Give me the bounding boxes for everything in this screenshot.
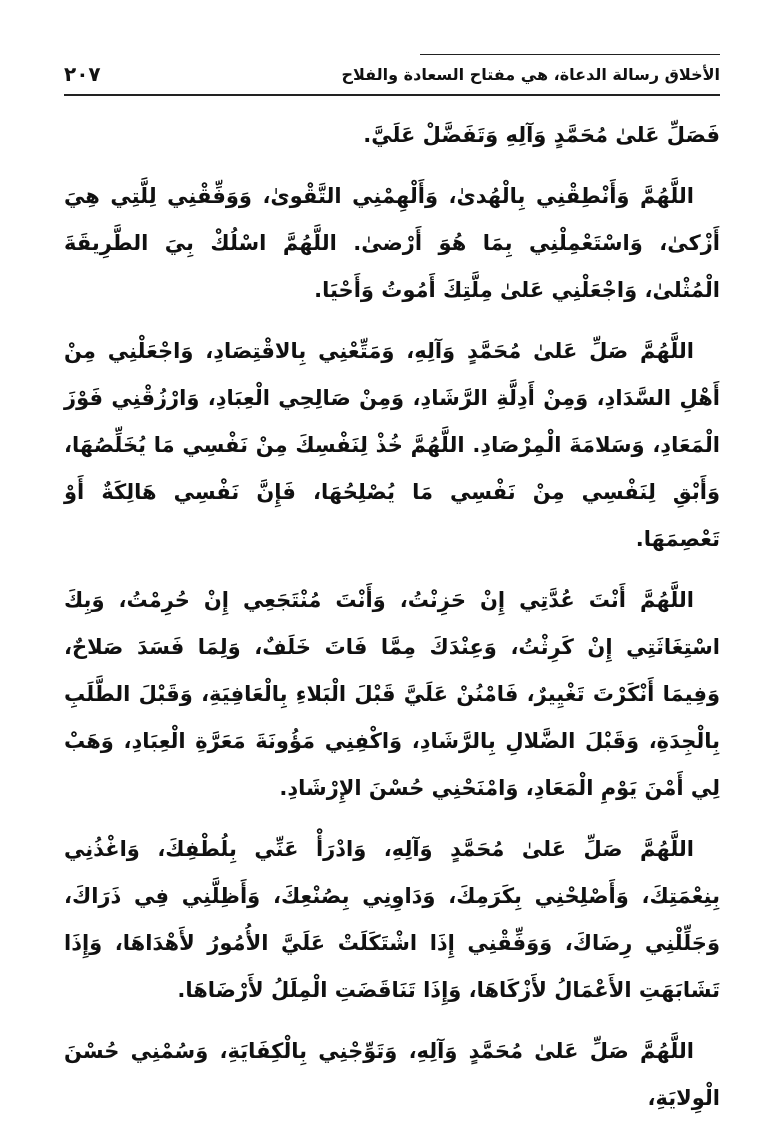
body-text	[64, 112, 720, 1136]
page-header	[64, 60, 720, 88]
paragraph-4: اللَّهُمَّ أَنْتَ عُدَّتِي إِنْ حَزِنْتُ، وَأَنْتَ مُنْتَجَعِي إِنْ حُرِمْتُ، وَبِكَ اسْتِغَاثَتِي إِنْ كَرِثْتُ، وَعِنْدَكَ مِمَّا فَاتَ خَلَفٌ، وَلِمَا فَسَدَ صَلاحٌ، وَفِيمَا أَنْكَرْتَ تَغْيِيرٌ، فَامْنُنْ عَلَيَّ قَبْلَ الْبَلاءِ بِالْعَافِيَةِ، وَقَبْلَ الطَّلَبِ بِالْجِدَةِ، وَقَبْلَ الضَّلالِ بِالرَّشَادِ، وَاكْفِنِي مَؤُونَةَ مَعَرَّةِ الْعِبَادِ، وَهَبْ لِي أَمْنَ يَوْمِ الْمَعَادِ، وَامْنَحْنِي حُسْنَ الإِرْشَادِ.	[64, 588, 720, 800]
paragraph-3: اللَّهُمَّ صَلِّ عَلىٰ مُحَمَّدٍ وَآلِهِ، وَمَتِّعْنِي بِالاقْتِصَادِ، وَاجْعَلْنِي مِنْ أَهْلِ السَّدَادِ، وَمِنْ أَدِلَّةِ الرَّشَادِ، وَمِنْ صَالِحِي الْعِبَادِ، وَارْزُقْنِي فَوْزَ الْمَعَادِ، وَسَلامَةَ الْمِرْصَادِ. اللَّهُمَّ خُذْ لِنَفْسِكَ مِنْ نَفْسِي مَا يُخَلِّصُهَا، وَأَبْقِ لِنَفْسِي مِنْ نَفْسِي مَا يُصْلِحُهَا، فَإِنَّ نَفْسِي هَالِكَةٌ أَوْ تَعْصِمَهَا.	[64, 339, 720, 551]
paragraph-2: اللَّهُمَّ وَأَنْطِقْنِي بِالْهُدىٰ، وَأَلْهِمْنِي التَّقْوىٰ، وَوَفِّقْنِي لِلَّتِي هِيَ أَزْكىٰ، وَاسْتَعْمِلْنِي بِمَا هُوَ أَرْضىٰ. اللَّهُمَّ اسْلُكْ بِيَ الطَّرِيقَةَ الْمُثْلىٰ، وَاجْعَلْنِي عَلىٰ مِلَّتِكَ أَمُوتُ وَأَحْيَا.	[64, 184, 720, 302]
header-top-rule	[420, 54, 720, 55]
page-number: ٢٠٧	[64, 62, 101, 86]
running-head: الأخلاق رسالة الدعاة، هي مفتاح السعادة والفلاح	[341, 64, 720, 84]
header-rule	[64, 94, 720, 96]
paragraph-6: اللَّهُمَّ صَلِّ عَلىٰ مُحَمَّدٍ وَآلِهِ، وَتَوِّجْنِي بِالْكِفَايَةِ، وَسُمْنِي حُسْنَ الْوِلايَةِ،	[64, 1039, 720, 1110]
paragraph-1: فَصَلِّ عَلىٰ مُحَمَّدٍ وَآلِهِ وَتَفَضَّلْ عَلَيَّ.	[363, 123, 720, 147]
book-page	[64, 40, 720, 1110]
paragraph-5: اللَّهُمَّ صَلِّ عَلىٰ مُحَمَّدٍ وَآلِهِ، وَادْرَأْ عَنِّي بِلُطْفِكَ، وَاغْذُنِي بِنِعْمَتِكَ، وَأَصْلِحْنِي بِكَرَمِكَ، وَدَاوِنِي بِصُنْعِكَ، وَأَظِلَّنِي فِي ذَرَاكَ، وَجَلِّلْنِي رِضَاكَ، وَوَفِّقْنِي إِذَا اشْتَكَلَتْ عَلَيَّ الأُمُورُ لأَهْدَاهَا، وَإِذَا تَشَابَهَتِ الأَعْمَالُ لأَزْكَاهَا، وَإِذَا تَنَاقَضَتِ الْمِلَلُ لأَرْضَاهَا.	[64, 837, 720, 1002]
